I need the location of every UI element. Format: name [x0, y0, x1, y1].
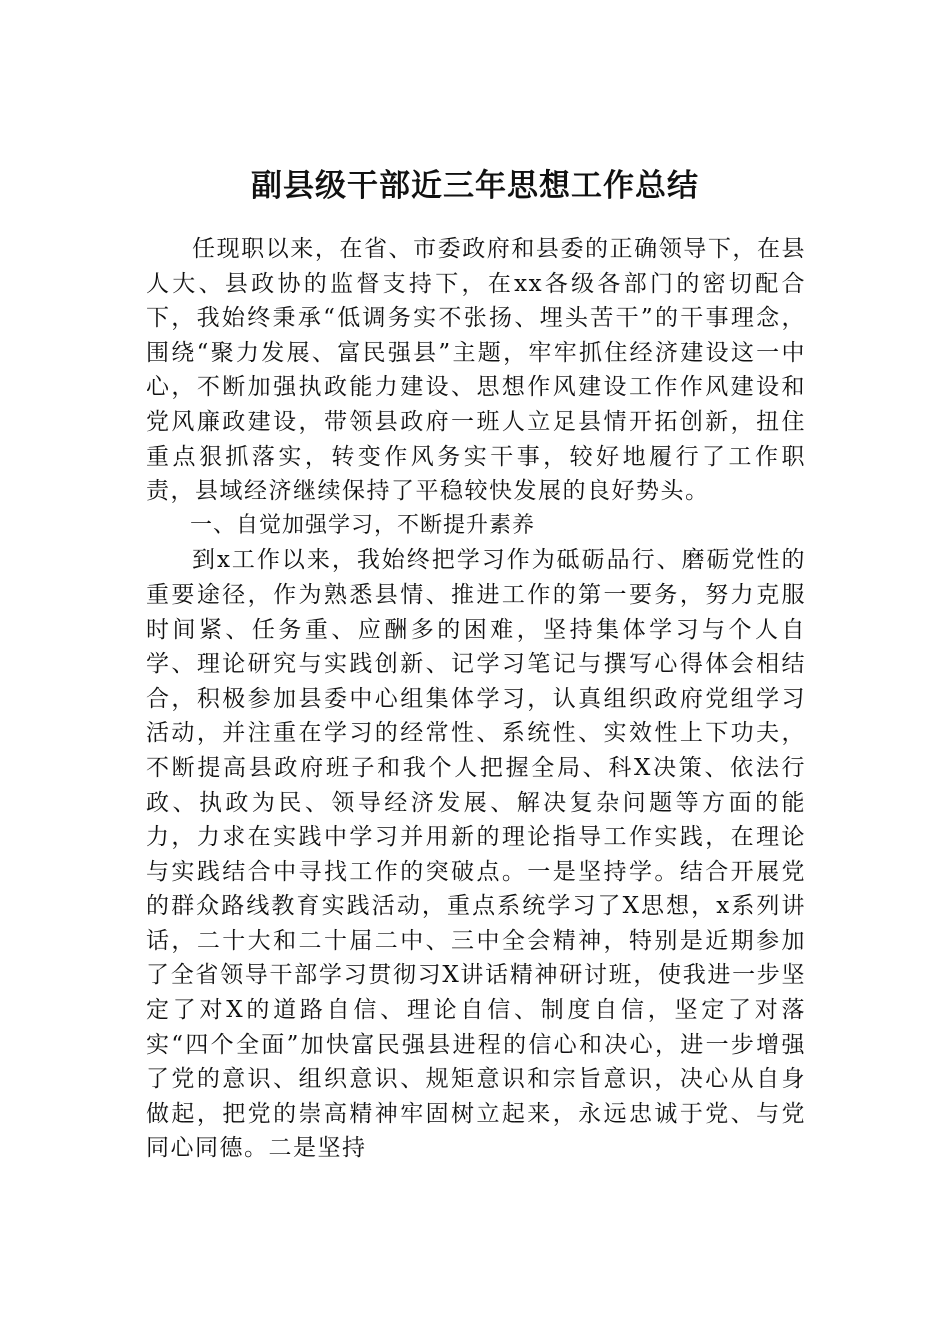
- document-body: [146, 232, 806, 1166]
- section-paragraph: 到x工作以来，我始终把学习作为砥砺品行、磨砺党性的重要途径，作为熟悉县情、推进工作的第一要务，努力克服时间紧、任务重、应酬多的困难，坚持集体学习与个人自学、理论研究与实践创新、记学习笔记与撰写心得体会相结合，积极参加县委中心组集体学习，认真组织政府党组学习活动，并注重在学习的经常性、系统性、实效性上下功夫，不断提高县政府班子和我个人把握全局、科X决策、依法行政、执政为民、领导经济发展、解决复杂问题等方面的能力，力求在实践中学习并用新的理论指导工作实践，在理论与实践结合中寻找工作的突破点。一是坚持学。结合开展党的群众路线教育实践活动，重点系统学习了X思想，x系列讲话，二十大和二十届二中、三中全会精神，特别是近期参加了全省领导干部学习贯彻习X讲话精神研讨班，使我进一步坚定了对X的道路自信、理论自信、制度自信，坚定了对落实“四个全面”加快富民强县进程的信心和决心，进一步增强了党的意识、组织意识、规矩意识和宗旨意识，决心从自身做起，把党的崇高精神牢固树立起来，永远忠诚于党、与党同心同德。二是坚持: [146, 547, 806, 1162]
- section-heading: 一、自觉加强学习，不断提升素养: [190, 512, 536, 538]
- intro-paragraph: 任现职以来，在省、市委政府和县委的正确领导下，在县人大、县政协的监督支持下，在xx各级各部门的密切配合下，我始终秉承“低调务实不张扬、埋头苦干”的干事理念，围绕“聚力发展、富民强县”主题，牢牢抓住经济建设这一中心，不断加强执政能力建设、思想作风建设工作作风建设和党风廉政建设，带领县政府一班人立足县情开拓创新，扭住重点狠抓落实，转变作风务实干事，较好地履行了工作职责，县域经济继续保持了平稳较快发展的良好势头。: [146, 236, 806, 505]
- document-title: 副县级干部近三年思想工作总结: [251, 168, 699, 204]
